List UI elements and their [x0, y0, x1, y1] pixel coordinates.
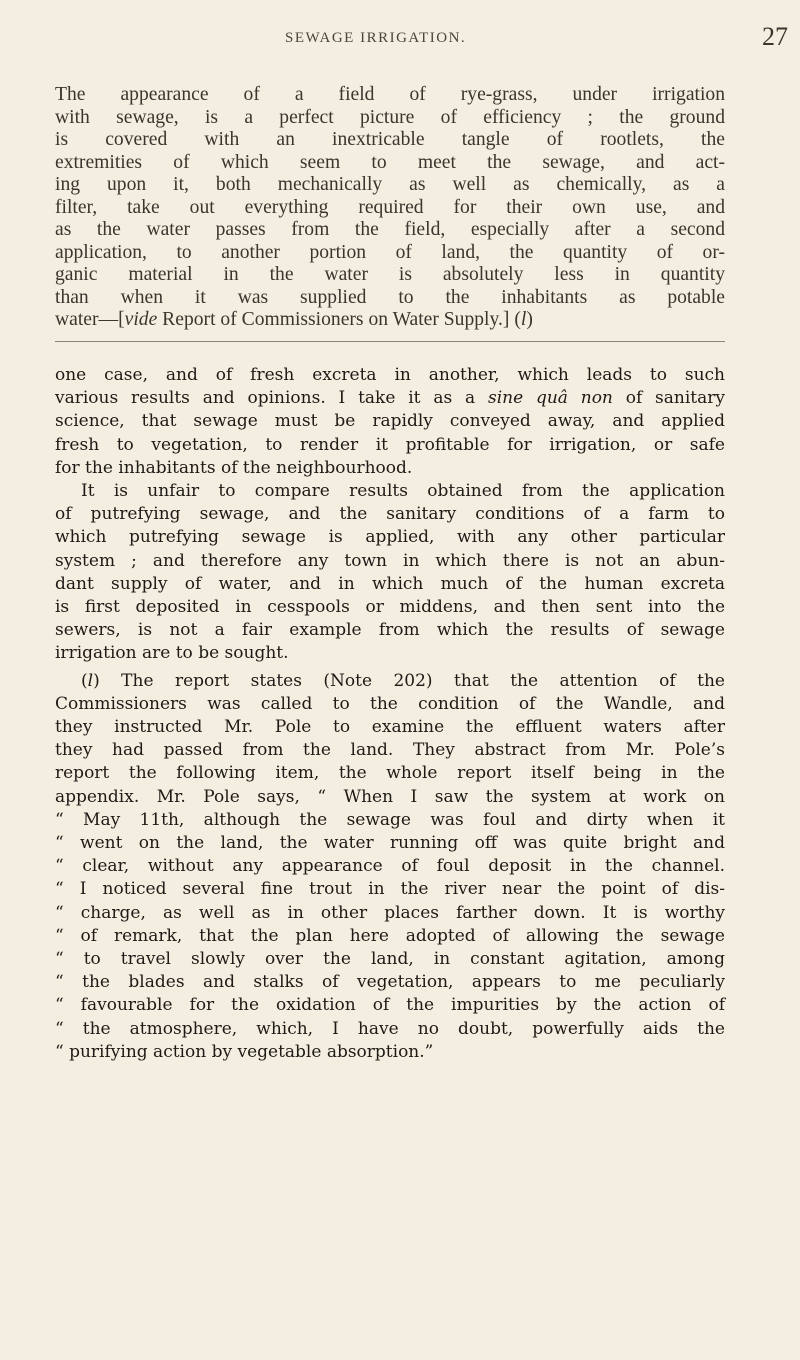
text-line: than when it was supplied to the inhabitants as potable: [55, 286, 725, 308]
text-line: “ the atmosphere, which, I have no doubt, powerfully aids the: [55, 1018, 725, 1039]
text-line: ganic material in the water is absolutely less in quantity: [55, 264, 725, 285]
italic-word: vide: [124, 309, 158, 330]
text-line: report the following item, the whole report itself being in the: [55, 763, 725, 784]
text-line: “ charge, as well as in other places farther down. It is worthy: [55, 902, 725, 923]
text-line: “ May 11th, although the sewage was foul and dirty when it: [55, 809, 725, 830]
footnote-text: [55, 364, 725, 1064]
text-line: is first deposited in cesspools or middens, and then sent into the: [55, 597, 725, 618]
text-line: “ purifying action by vegetable absorption.”: [55, 1041, 434, 1062]
text-line: water—[vide Report of Commissioners on Water Supply.] (l): [55, 309, 533, 330]
text-line: “ the blades and stalks of vegetation, appears to me peculiarly: [55, 972, 725, 993]
text-line: as the water passes from the field, especially after a second: [55, 219, 725, 240]
italic-phrase: sine quâ non: [487, 388, 613, 409]
text-line: with sewage, is a perfect picture of efficiency ; the ground: [55, 106, 725, 128]
text-line: for the inhabitants of the neighbourhood.: [55, 457, 413, 478]
section-rule: [55, 341, 725, 342]
text-line: extremities of which seem to meet the sewage, and act-: [55, 151, 725, 173]
text-line: (l) The report states (Note 202) that the attention of the: [81, 670, 725, 691]
text-line: which putrefying sewage is applied, with any other particular: [55, 527, 725, 548]
text-line: “ I noticed several fine trout in the river near the point of dis-: [55, 879, 725, 900]
text-line: ing upon it, both mechanically as well as chemically, as a: [55, 174, 725, 195]
text-line: “ clear, without any appearance of foul deposit in the channel.: [55, 856, 725, 877]
text-line: system ; and therefore any town in which there is not an abun-: [55, 550, 725, 571]
footnote-marker: l: [87, 670, 94, 691]
text-line: It is unfair to compare results obtained from the application: [81, 481, 725, 502]
text-line: dant supply of water, and in which much of the human excreta: [55, 573, 725, 594]
text-line: is covered with an inextricable tangle of rootlets, the: [55, 129, 725, 150]
text-line: sewers, is not a fair example from which the results of sewage: [55, 620, 725, 641]
text-line: “ favourable for the oxidation of the impurities by the action of: [55, 995, 725, 1016]
footnote-marker: l: [520, 309, 527, 330]
text-line: Commissioners was called to the condition of the Wandle, and: [55, 693, 725, 714]
paragraph: [55, 364, 725, 480]
text-line: various results and opinions. I take it as a sine quâ non of sanitary: [55, 388, 725, 409]
text-line: application, to another portion of land, the quantity of or-: [55, 241, 725, 263]
paragraph: [55, 480, 725, 666]
paragraph: [55, 670, 725, 1064]
text-line: “ of remark, that the plan here adopted of allowing the sewage: [55, 925, 725, 946]
text-line: science, that sewage must be rapidly conveyed away, and applied: [55, 411, 725, 432]
text-line: irrigation are to be sought.: [55, 643, 289, 664]
text-line: fresh to vegetation, to render it profitable for irrigation, or safe: [55, 434, 725, 455]
text-line: one case, and of fresh excreta in another, which leads to such: [55, 365, 725, 385]
running-title: SEWAGE IRRIGATION.: [285, 30, 467, 46]
running-head: [0, 22, 800, 52]
quoted-passage: [55, 84, 725, 332]
text-line: they had passed from the land. They abstract from Mr. Pole’s: [55, 740, 725, 761]
text-line: appendix. Mr. Pole says, “ When I saw the system at work on: [55, 786, 725, 807]
text-line: they instructed Mr. Pole to examine the effluent waters after: [55, 717, 725, 738]
text-line: “ to travel slowly over the land, in constant agitation, among: [55, 949, 725, 970]
text-line: The appearance of a field of rye-grass, under irrigation: [55, 84, 725, 105]
text-line: of putrefying sewage, and the sanitary conditions of a farm to: [55, 504, 725, 525]
text-line: “ went on the land, the water running off was quite bright and: [55, 833, 725, 854]
text-line: filter, take out everything required for their own use, and: [55, 196, 725, 218]
page-number: 27: [762, 22, 788, 51]
quoted-paragraph: [55, 84, 725, 332]
